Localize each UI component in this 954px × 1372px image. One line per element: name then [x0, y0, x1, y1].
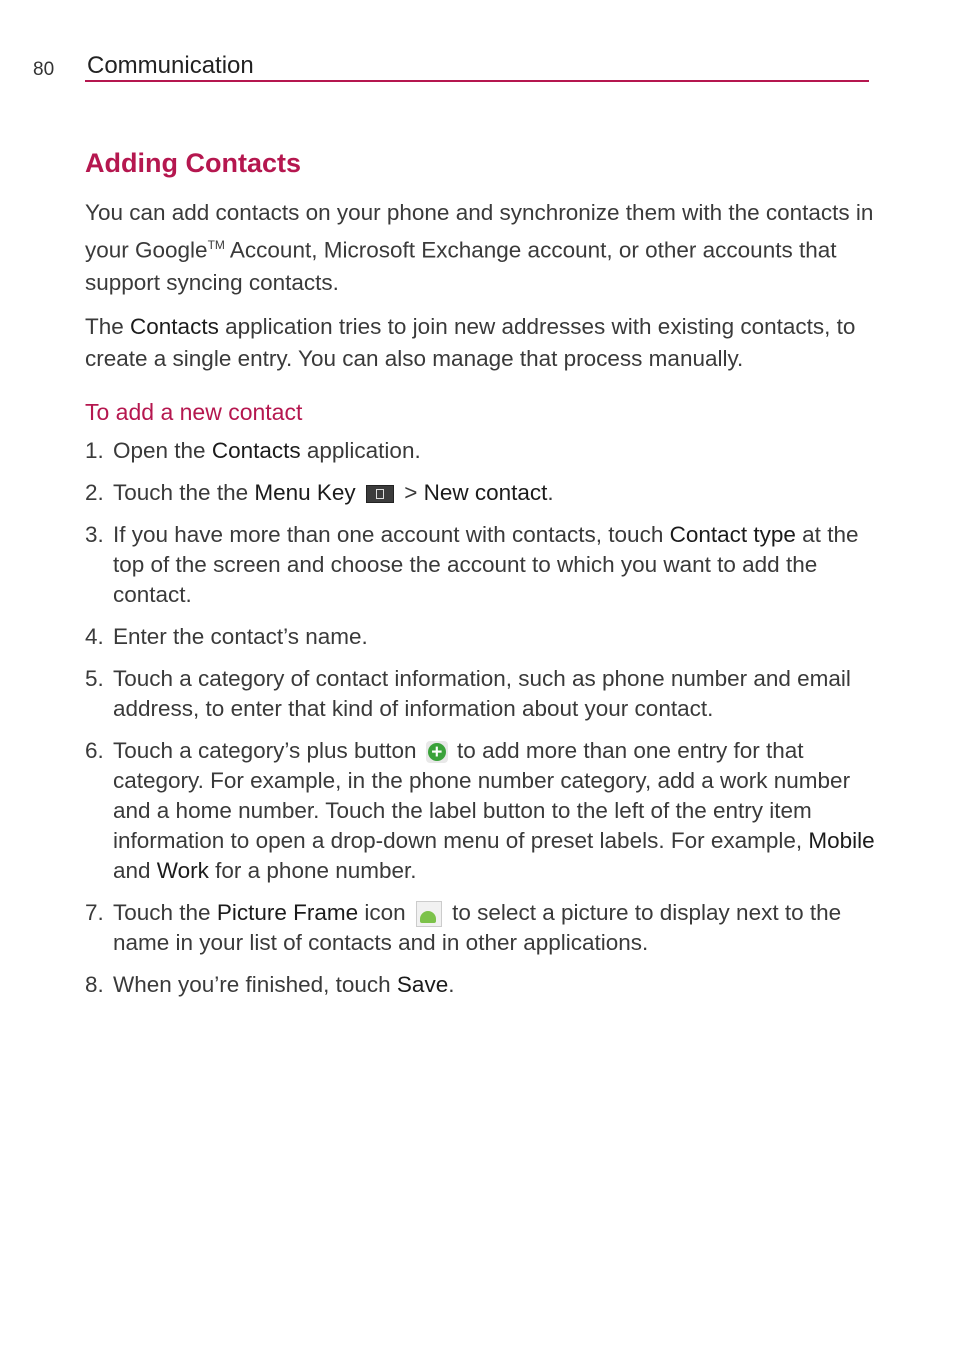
page-header — [33, 52, 869, 82]
new-contact-label: New contact — [423, 479, 548, 505]
intro-text-a: You can add contacts on your phone and synchronize them with the contacts in your Google — [85, 200, 874, 263]
step-text: Touch the — [113, 899, 217, 925]
step-text: and — [113, 857, 157, 883]
work-label: Work — [156, 857, 209, 883]
picture-frame-label: Picture Frame — [216, 899, 359, 925]
mobile-label: Mobile — [808, 827, 875, 853]
step-text: for a phone number. — [208, 857, 417, 883]
header-rule — [85, 80, 869, 82]
step-text: Touch a category of contact information, such as phone number and email address, to enter that kind of information about your contact. — [113, 665, 851, 721]
save-label: Save — [396, 971, 449, 997]
menu-key-icon — [366, 485, 394, 503]
page-number: 80 — [33, 59, 55, 80]
picture-frame-icon — [416, 901, 442, 927]
step-text: to add more than one entry for that category. For example, in the phone number category, add a work number and a home number. Touch the label button to the left of the entry item information to open a drop-down menu of preset labels. For example, — [113, 737, 851, 853]
step-6 — [85, 736, 875, 886]
trademark-sup: TM — [207, 238, 225, 252]
step-1 — [85, 436, 875, 466]
step-number: 6. — [85, 737, 104, 763]
step-3 — [85, 520, 875, 610]
step-7 — [85, 898, 875, 958]
intro-paragraph-2 — [85, 311, 875, 375]
step-text: application. — [300, 437, 421, 463]
step-text: Touch the the — [113, 479, 255, 505]
step-text: to select a picture to display next to the name in your list of contacts and in other applications. — [113, 899, 842, 955]
contact-type-label: Contact type — [669, 521, 796, 547]
step-text: Open the — [113, 437, 212, 463]
step-8 — [85, 970, 875, 1000]
intro2-text-a: The — [85, 313, 131, 339]
intro-text-b: Account, Microsoft Exchange account, or other accounts that support syncing contacts. — [85, 237, 837, 295]
step-text: at the top of the screen and choose the account to which you want to add the contact. — [113, 521, 859, 607]
step-4 — [85, 622, 875, 652]
step-text: icon — [358, 899, 412, 925]
subheading: To add a new contact — [85, 398, 303, 425]
step-number: 4. — [85, 623, 104, 649]
step-text: . — [547, 479, 554, 505]
step-2 — [85, 478, 875, 508]
menu-key-label: Menu Key — [254, 479, 356, 505]
steps-list — [85, 436, 875, 1000]
contacts-app-label: Contacts — [130, 313, 219, 339]
page-content — [85, 148, 875, 1012]
step-number: 7. — [85, 899, 104, 925]
step-text: Touch a category’s plus button — [113, 737, 423, 763]
contacts-label: Contacts — [211, 437, 301, 463]
intro-paragraph-1 — [85, 197, 875, 299]
step-text: . — [448, 971, 455, 997]
step-text: Enter the contact’s name. — [113, 623, 368, 649]
page-title: Adding Contacts — [85, 148, 301, 178]
step-number: 8. — [85, 971, 104, 997]
section-title: Communication — [87, 52, 254, 79]
step-text: If you have more than one account with contacts, touch — [113, 521, 670, 547]
plus-button-icon — [426, 741, 448, 763]
step-5 — [85, 664, 875, 724]
step-number: 3. — [85, 521, 104, 547]
intro2-text-b: application tries to join new addresses with existing contacts, to create a single entry. You can also manage that process manually. — [85, 313, 856, 371]
step-number: 1. — [85, 437, 104, 463]
step-number: 2. — [85, 479, 104, 505]
step-text: > — [397, 479, 424, 505]
step-number: 5. — [85, 665, 104, 691]
step-text: When you’re finished, touch — [113, 971, 397, 997]
